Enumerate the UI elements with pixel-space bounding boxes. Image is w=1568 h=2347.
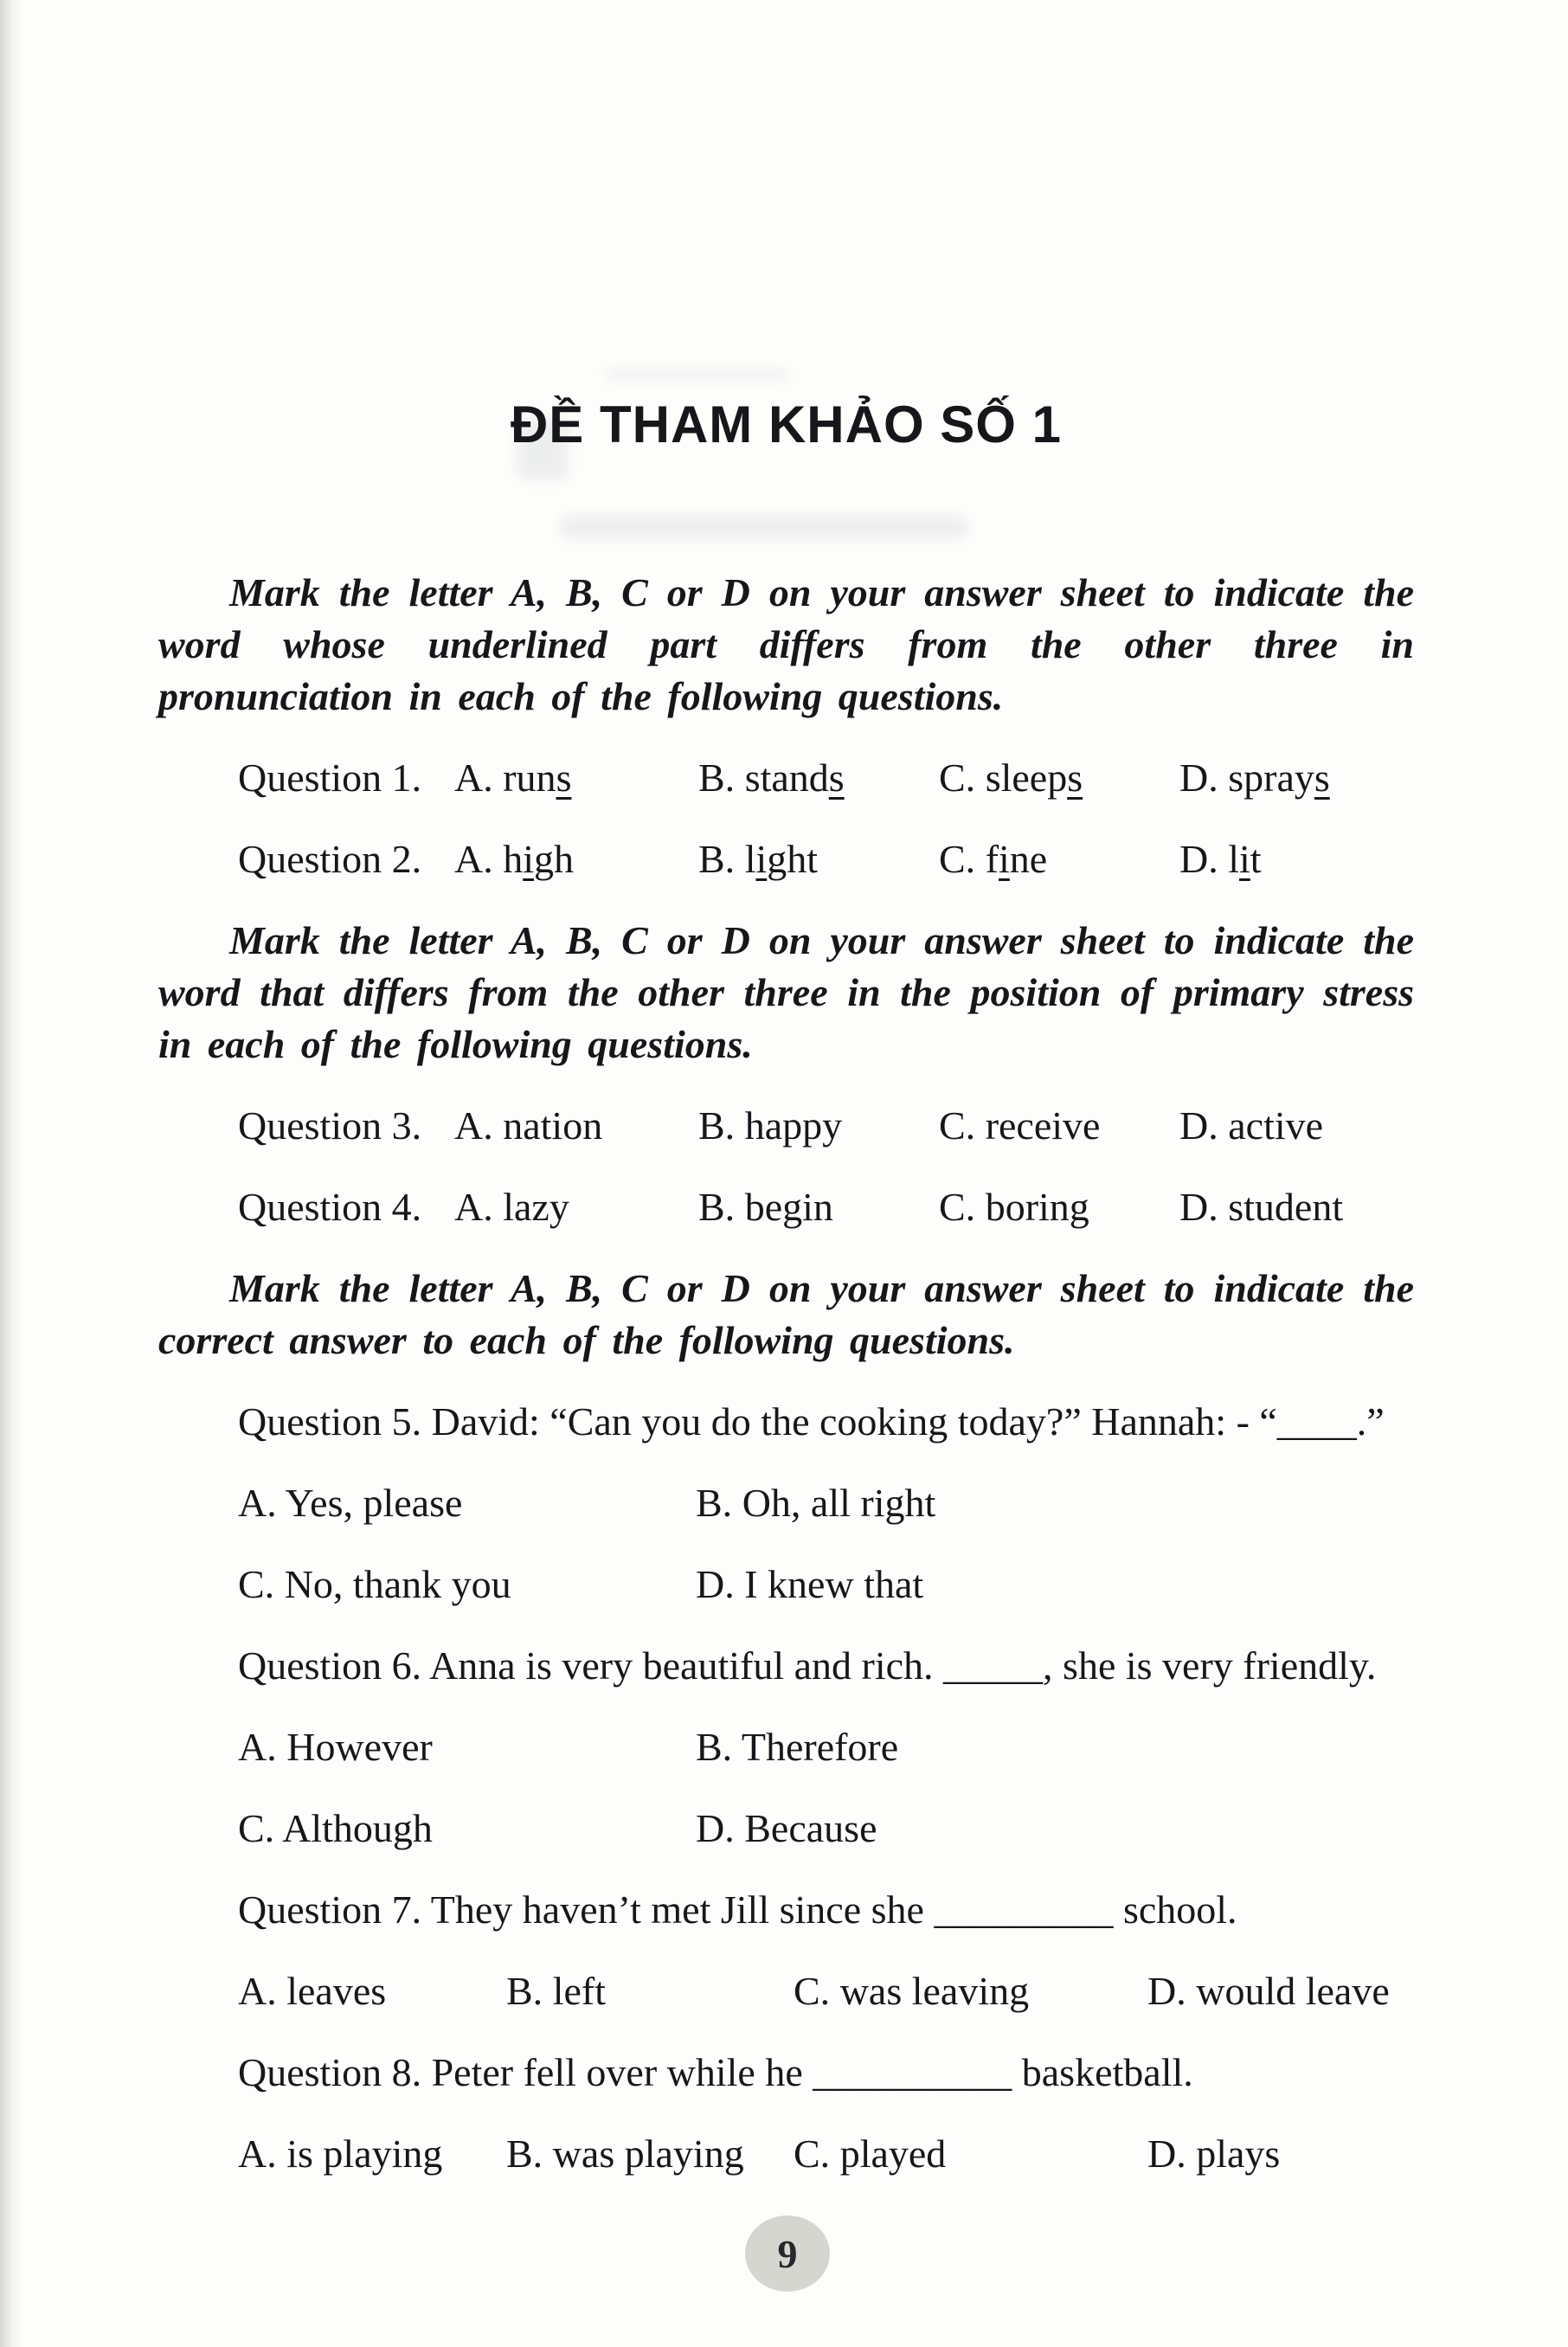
option-letter: D. (1179, 1185, 1218, 1229)
option-letter: B. (698, 1185, 736, 1229)
option-text: was leaving (839, 1969, 1030, 2013)
option-letter: B. (698, 1103, 736, 1148)
option-word (745, 756, 845, 800)
question-4-option-a (454, 1181, 698, 1233)
question-5-stem: Question 5. David: “Can you do the cooking today?” Hannah: - “____.” (238, 1399, 1385, 1444)
option-letter: B. (696, 1725, 733, 1769)
question-6-option-c (238, 1803, 696, 1855)
option-letter: B. (698, 756, 736, 800)
question-7-options-row (238, 1965, 1414, 2017)
option-word: nation (503, 1103, 603, 1148)
option-text: left (552, 1969, 606, 2013)
question-7-stem: Question 7. They haven’t met Jill since she _________ school. (238, 1887, 1237, 1932)
option-letter: C. (939, 837, 976, 881)
option-letter: A. (454, 1185, 493, 1229)
question-4-label: Question 4. (238, 1185, 422, 1229)
question-1-option-a (454, 752, 698, 804)
question-3-row (238, 1100, 1414, 1152)
option-word (1228, 837, 1261, 881)
option-word: receive (985, 1103, 1101, 1148)
option-text: Therefore (741, 1725, 899, 1769)
option-letter: C. (794, 1969, 831, 2013)
question-6-option-b (696, 1721, 1414, 1773)
word-post: t (1250, 837, 1262, 881)
underlined-letter: i (755, 837, 768, 881)
option-letter: C. (794, 2132, 831, 2176)
word-post: ne (1009, 837, 1048, 881)
question-2-row (238, 833, 1414, 885)
question-8-options-row (238, 2128, 1414, 2180)
question-8-option-c (794, 2128, 1147, 2180)
option-word: happy (744, 1103, 843, 1148)
option-word (745, 837, 818, 881)
word-pre: f (985, 837, 999, 881)
question-1-option-b (698, 752, 939, 804)
question-3-label: Question 3. (238, 1103, 422, 1148)
question-2-option-d (1179, 833, 1414, 885)
option-letter: D. (696, 1562, 735, 1606)
option-text: would leave (1196, 1969, 1390, 2013)
option-letter: A. (238, 2132, 277, 2176)
option-letter: D. (1179, 837, 1218, 881)
option-letter: C. (939, 1185, 976, 1229)
option-text: However (286, 1725, 433, 1769)
underlined-letter: s (1314, 756, 1330, 800)
option-word: active (1228, 1103, 1324, 1148)
question-6-options-row-1 (238, 1721, 1414, 1773)
option-letter: B. (506, 1969, 543, 2013)
question-5-option-b (696, 1477, 1414, 1529)
option-letter: A. (454, 837, 493, 881)
option-text: Oh, all right (742, 1481, 936, 1525)
option-text: Yes, please (285, 1481, 463, 1525)
option-text: was playing (552, 2132, 744, 2176)
option-text: played (839, 2132, 947, 2176)
instruction-stress: Mark the letter A, B, C or D on your answer sheet to indicate the word that differs from the other three in the position of primary stress in each of the following questions. (158, 918, 1414, 1066)
question-7-option-a (238, 1965, 506, 2017)
option-letter: A. (238, 1725, 277, 1769)
question-2-option-b (698, 833, 939, 885)
page-number-badge (745, 2215, 830, 2292)
option-text: Because (744, 1806, 877, 1850)
question-1-row (238, 752, 1414, 804)
underlined-letter: s (828, 756, 845, 800)
option-letter: D. (1147, 1969, 1186, 2013)
option-text: leaves (286, 1969, 387, 2013)
question-4-option-b (698, 1181, 939, 1233)
underlined-letter: i (523, 837, 535, 881)
option-letter: D. (1179, 756, 1218, 800)
word-pre: l (744, 837, 756, 881)
question-3-option-d (1179, 1100, 1414, 1152)
question-2-option-a (454, 833, 698, 885)
question-2-label: Question 2. (238, 837, 422, 881)
question-4-option-d (1179, 1181, 1414, 1233)
option-word: student (1228, 1185, 1344, 1229)
option-text: is playing (286, 2132, 443, 2176)
option-word: boring (985, 1185, 1089, 1229)
option-word (503, 756, 571, 800)
option-letter: B. (696, 1481, 733, 1525)
option-text: Although (282, 1806, 433, 1850)
word-post: gh (534, 837, 575, 881)
question-5-option-c (238, 1559, 696, 1611)
word-pre: h (503, 837, 524, 881)
option-letter: A. (238, 1481, 277, 1525)
question-1-option-c (939, 752, 1179, 804)
question-5-option-d (696, 1559, 1414, 1611)
page-number: 9 (777, 2231, 798, 2276)
option-letter: A. (454, 1103, 493, 1148)
question-8-option-d (1147, 2128, 1414, 2180)
underlined-letter: s (556, 756, 572, 800)
underlined-letter: i (1239, 837, 1250, 881)
question-6-options-row-2 (238, 1803, 1414, 1855)
word-post: ght (767, 837, 819, 881)
option-letter: C. (238, 1562, 275, 1606)
question-1-option-d (1179, 752, 1414, 804)
question-6-option-d (696, 1803, 1414, 1855)
word-pre: l (1228, 837, 1240, 881)
option-word (986, 756, 1083, 800)
option-word: begin (744, 1185, 833, 1229)
option-letter: D. (1147, 2132, 1186, 2176)
option-word (1228, 756, 1330, 800)
question-6-option-a (238, 1721, 696, 1773)
option-letter: C. (939, 1103, 976, 1148)
option-letter: D. (1179, 1103, 1218, 1148)
question-7-option-d (1147, 1965, 1414, 2017)
question-6-stem: Question 6. Anna is very beautiful and rich. _____, she is very friendly. (238, 1643, 1377, 1688)
question-7-option-b (506, 1965, 794, 2017)
question-4-row (238, 1181, 1414, 1233)
question-2-option-c (939, 833, 1179, 885)
question-4-option-c (939, 1181, 1179, 1233)
option-letter: C. (939, 756, 976, 800)
option-text: I knew that (744, 1562, 924, 1606)
question-8-option-a (238, 2128, 506, 2180)
question-5-option-a (238, 1477, 696, 1529)
question-8-option-b (506, 2128, 794, 2180)
question-5-options-row-2 (238, 1559, 1414, 1611)
option-text: plays (1196, 2132, 1281, 2176)
page-title: ĐỀ THAM KHẢO SỐ 1 (510, 395, 1063, 453)
instruction-correct-answer: Mark the letter A, B, C or D on your answer sheet to indicate the correct answer to each of the following questions. (158, 1266, 1414, 1362)
question-7-option-c (794, 1965, 1147, 2017)
question-3-option-a (454, 1100, 698, 1152)
question-1-label: Question 1. (238, 756, 422, 800)
instruction-pronunciation: Mark the letter A, B, C or D on your answer sheet to indicate the word whose underlined part differs from the other three in pronunciation in each of the following questions. (158, 570, 1414, 718)
question-8-stem: Question 8. Peter fell over while he __________ basketball. (238, 2050, 1193, 2094)
option-word: lazy (503, 1185, 569, 1229)
option-letter: A. (454, 756, 493, 800)
option-letter: A. (238, 1969, 277, 2013)
word-pre: spray (1228, 756, 1314, 800)
option-letter: D. (696, 1806, 735, 1850)
option-letter: B. (506, 2132, 543, 2176)
question-5-options-row-1 (238, 1477, 1414, 1529)
option-letter: B. (698, 837, 736, 881)
question-3-option-b (698, 1100, 939, 1152)
option-text: No, thank you (284, 1562, 511, 1606)
question-3-option-c (939, 1100, 1179, 1152)
word-pre: sleep (985, 756, 1068, 800)
underlined-letter: s (1067, 756, 1083, 800)
word-pre: stand (744, 756, 829, 800)
underlined-letter: i (999, 837, 1010, 881)
option-letter: C. (238, 1806, 275, 1850)
word-pre: run (503, 756, 556, 800)
option-word (503, 837, 574, 881)
option-word (986, 837, 1048, 881)
